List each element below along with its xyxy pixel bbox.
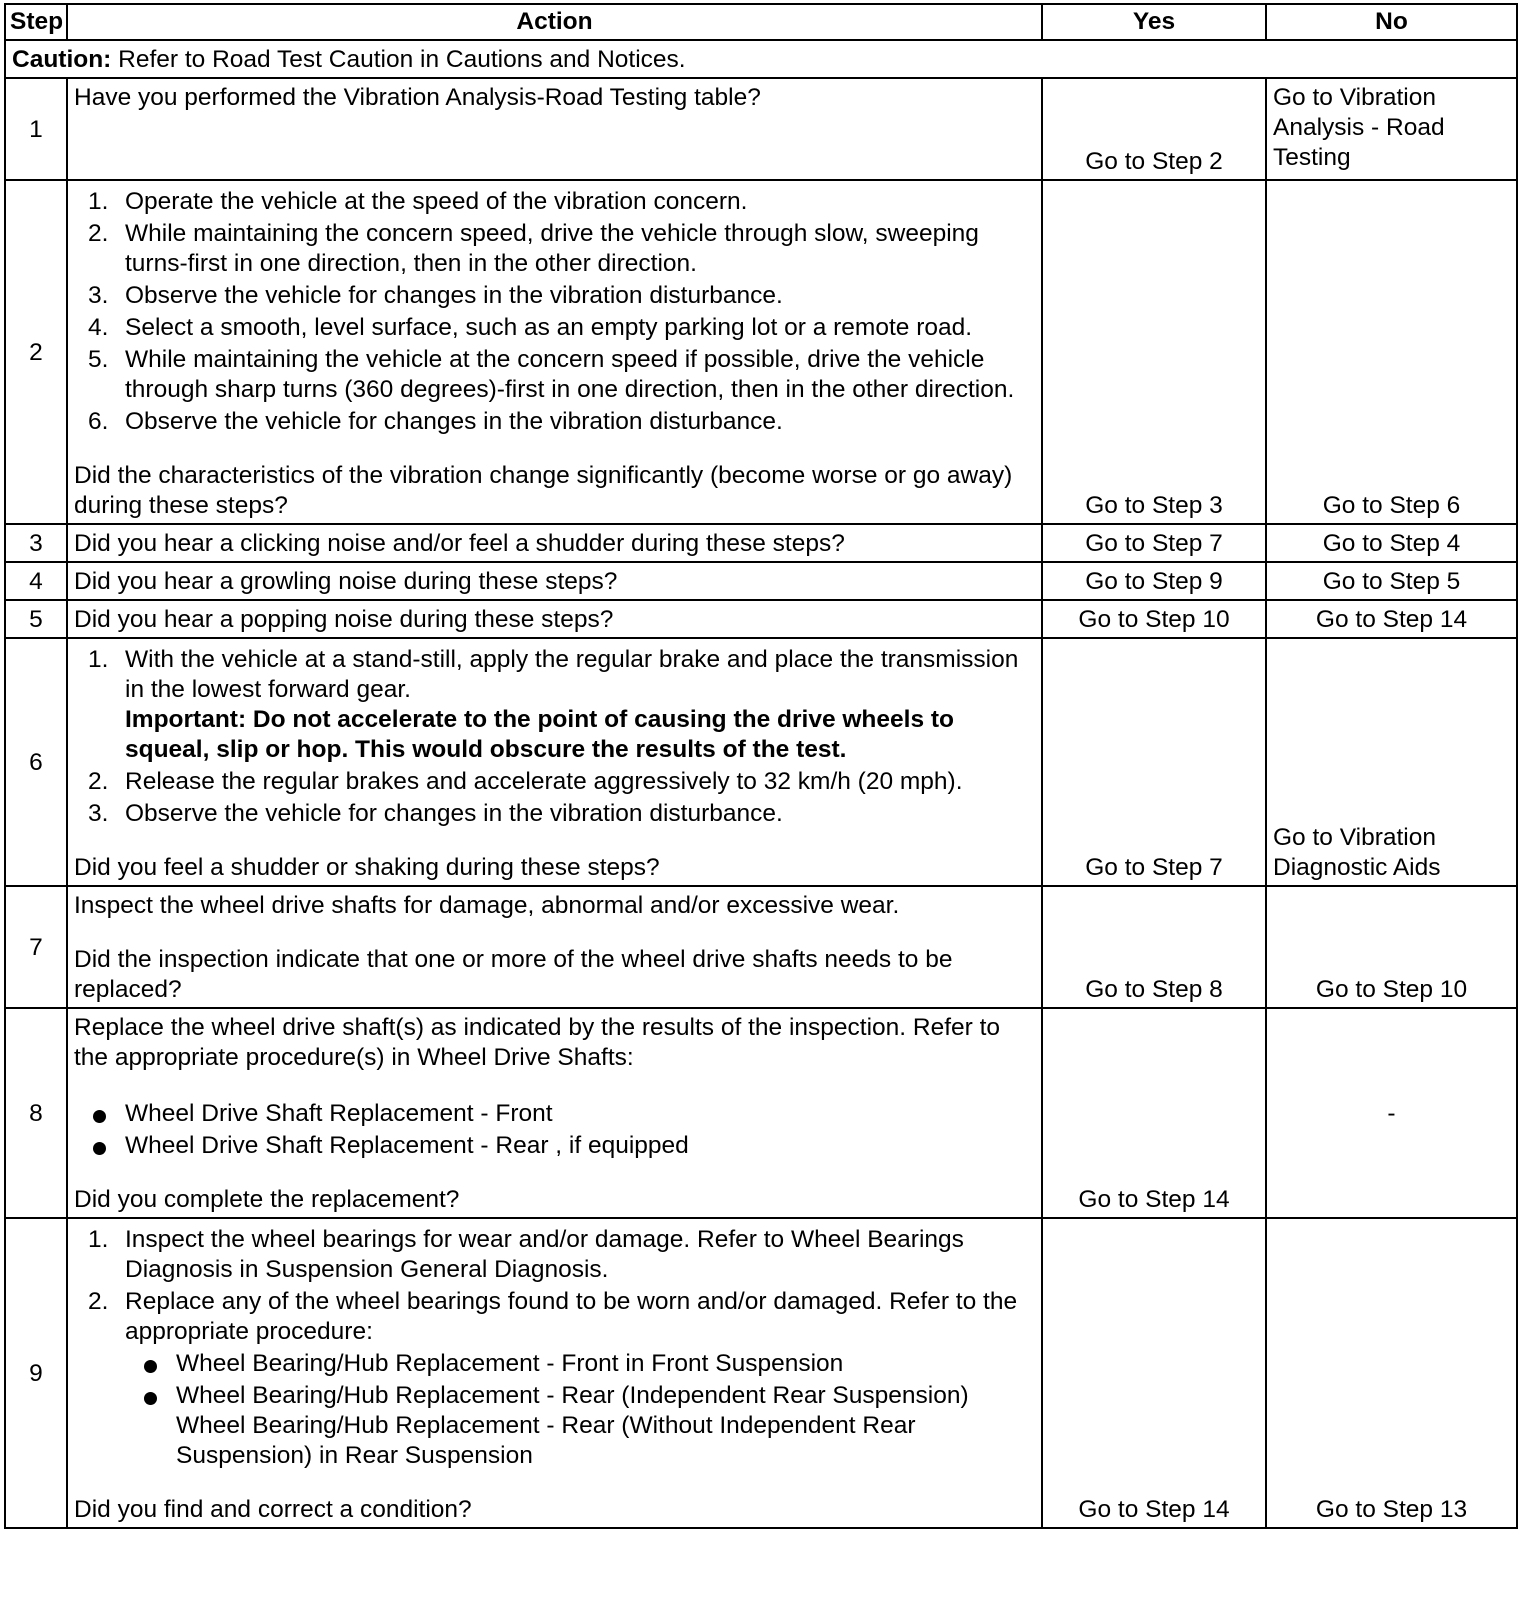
action-text: Replace the wheel drive shaft(s) as indicated by the results of the inspection. Refer to the appropriate procedure(s) in Wheel Drive Shafts:: [74, 1014, 1001, 1071]
list-item-text: Wheel Bearing/Hub Replacement - Rear (Independent Rear Suspension): [176, 1382, 969, 1409]
action-cell: [67, 638, 1042, 886]
yes-cell: Go to Step 10: [1042, 600, 1266, 638]
yes-cell: Go to Step 9: [1042, 562, 1266, 600]
table-row: [5, 1008, 1517, 1218]
no-cell: Go to Step 13: [1266, 1218, 1517, 1528]
step-number: 6: [5, 638, 67, 886]
action-question: Did you hear a clicking noise and/or feel a shudder during these steps?: [67, 524, 1042, 562]
action-question: Did you complete the replacement?: [74, 1186, 460, 1213]
list-item-text: Observe the vehicle for changes in the vibration disturbance.: [125, 800, 783, 827]
action-question: Did you hear a growling noise during these steps?: [67, 562, 1042, 600]
list-item: 2. Replace any of the wheel bearings found to be worn and/or damaged. Refer to the appropriate procedure: Wheel Bearing/Hub Replacement - Front in Front Suspension Wheel Bearing/Hub Replacement - Rear (Independent Rear Suspension) Wheel Bearing/Hub Replacement - Rear (Without Independent Rear Suspension) in Rear Suspension: [74, 1287, 1035, 1471]
action-question: Did you hear a popping noise during these steps?: [67, 600, 1042, 638]
list-item-text: Replace any of the wheel bearings found to be worn and/or damaged. Refer to the appropriate procedure:: [125, 1288, 1018, 1345]
action-steps: [74, 645, 1035, 829]
caution-text: Refer to Road Test Caution in Cautions and Notices.: [111, 46, 686, 73]
list-item: [125, 1349, 1035, 1379]
list-item-text: While maintaining the concern speed, drive the vehicle through slow, sweeping turns-first in one direction, then in the other direction.: [125, 220, 979, 277]
table-row: [5, 524, 1517, 562]
action-question: Did the inspection indicate that one or more of the wheel drive shafts needs to be replaced?: [74, 946, 953, 1003]
list-item: 3. Observe the vehicle for changes in the vibration disturbance.: [88, 282, 783, 309]
procedure-list: [125, 1349, 1035, 1471]
list-item: 2. Release the regular brakes and accelerate aggressively to 32 km/h (20 mph).: [88, 768, 963, 795]
yes-cell: Go to Step 2: [1042, 78, 1266, 180]
list-item: [74, 1131, 1035, 1161]
table-row: [5, 1218, 1517, 1528]
list-item: [74, 1099, 1035, 1129]
step-number: 7: [5, 886, 67, 1008]
action-question: Did you feel a shudder or shaking during these steps?: [74, 854, 660, 881]
step-number: 8: [5, 1008, 67, 1218]
procedure-list: [74, 1099, 1035, 1161]
caution-label: Caution:: [12, 46, 112, 73]
list-item: [125, 1381, 1035, 1471]
action-cell: [67, 180, 1042, 524]
table-row: [5, 78, 1517, 180]
yes-cell: Go to Step 14: [1042, 1008, 1266, 1218]
yes-cell: Go to Step 14: [1042, 1218, 1266, 1528]
no-cell: Go to Step 4: [1266, 524, 1517, 562]
action-question: Did the characteristics of the vibration change significantly (become worse or go away) during these steps?: [74, 462, 1013, 519]
no-cell: Go to Step 6: [1266, 180, 1517, 524]
header-step: Step: [5, 4, 67, 40]
list-item-text: Wheel Bearing/Hub Replacement - Rear (Without Independent Rear Suspension) in Rear Suspension: [176, 1412, 916, 1469]
no-cell: Go to Step 14: [1266, 600, 1517, 638]
table-row: [5, 886, 1517, 1008]
action-cell: [67, 1008, 1042, 1218]
yes-cell: Go to Step 8: [1042, 886, 1266, 1008]
no-cell: [1266, 78, 1517, 180]
yes-cell: Go to Step 7: [1042, 638, 1266, 886]
action-steps: [74, 1225, 1035, 1471]
list-item-text: Release the regular brakes and accelerate aggressively to 32 km/h (20 mph).: [125, 768, 963, 795]
list-item-text: Wheel Bearing/Hub Replacement - Front in Front Suspension: [176, 1350, 844, 1377]
header-no: No: [1266, 4, 1517, 40]
action-question: Have you performed the Vibration Analysis-Road Testing table?: [67, 78, 1042, 180]
step-number: 5: [5, 600, 67, 638]
list-item: 6. Observe the vehicle for changes in the vibration disturbance.: [88, 408, 783, 435]
step-number: 4: [5, 562, 67, 600]
no-cell: Go to Step 5: [1266, 562, 1517, 600]
list-item: 5. While maintaining the vehicle at the concern speed if possible, drive the vehicle through sharp turns (360 degrees)-first in one direction, then in the other direction.: [88, 346, 1015, 403]
list-item-text: Inspect the wheel bearings for wear and/or damage. Refer to Wheel Bearings Diagnosis in Suspension General Diagnosis.: [125, 1226, 964, 1283]
no-cell: [1266, 638, 1517, 886]
header-row: [5, 4, 1517, 40]
step-number: 1: [5, 78, 67, 180]
important-note: Important: Do not accelerate to the point of causing the drive wheels to squeal, slip or hop. This would obscure the results of the test.: [125, 706, 955, 763]
step-number: 3: [5, 524, 67, 562]
list-item-text: Observe the vehicle for changes in the vibration disturbance.: [125, 408, 783, 435]
list-item-text: Select a smooth, level surface, such as an empty parking lot or a remote road.: [125, 314, 973, 341]
caution-cell: [5, 40, 1517, 78]
action-question: Did you find and correct a condition?: [74, 1496, 472, 1523]
table-row: [5, 638, 1517, 886]
no-cell: Go to Step 10: [1266, 886, 1517, 1008]
table-row: [5, 600, 1517, 638]
list-item: 2. While maintaining the concern speed, drive the vehicle through slow, sweeping turns-first in one direction, then in the other direction.: [88, 220, 979, 277]
list-item: 3. Observe the vehicle for changes in the vibration disturbance.: [88, 800, 783, 827]
header-yes: Yes: [1042, 4, 1266, 40]
table-row: [5, 562, 1517, 600]
list-item: 1. With the vehicle at a stand-still, apply the regular brake and place the transmission in the lowest forward gear. Important: Do not accelerate to the point of causing the drive wheels to squeal, slip or hop. This would obscure the results of the test.: [88, 646, 1019, 763]
no-line: Go to Vibration: [1273, 84, 1436, 111]
step-number: 9: [5, 1218, 67, 1528]
step-number: 2: [5, 180, 67, 524]
caution-row: [5, 40, 1517, 78]
list-item: 1. Inspect the wheel bearings for wear and/or damage. Refer to Wheel Bearings Diagnosis in Suspension General Diagnosis.: [88, 1226, 964, 1283]
list-item-text: With the vehicle at a stand-still, apply the regular brake and place the transmission in the lowest forward gear.: [125, 646, 1019, 703]
list-item-text: Operate the vehicle at the speed of the vibration concern.: [125, 188, 748, 215]
yes-cell: Go to Step 7: [1042, 524, 1266, 562]
no-line: Testing: [1273, 144, 1351, 171]
list-item-text: Wheel Drive Shaft Replacement - Rear , if equipped: [125, 1132, 689, 1159]
list-item-text: Wheel Drive Shaft Replacement - Front: [125, 1100, 553, 1127]
no-line: Analysis - Road: [1273, 114, 1445, 141]
list-item-text: While maintaining the vehicle at the concern speed if possible, drive the vehicle through sharp turns (360 degrees)-first in one direction, then in the other direction.: [125, 346, 1015, 403]
header-action: Action: [67, 4, 1042, 40]
no-line: Go to Vibration: [1273, 824, 1436, 851]
action-cell: [67, 1218, 1042, 1528]
yes-cell: Go to Step 3: [1042, 180, 1266, 524]
no-line: Diagnostic Aids: [1273, 854, 1441, 881]
list-item: 1. Operate the vehicle at the speed of the vibration concern.: [88, 188, 748, 215]
no-cell: -: [1266, 1008, 1517, 1218]
action-text: Inspect the wheel drive shafts for damage, abnormal and/or excessive wear.: [74, 892, 900, 919]
list-item: 4. Select a smooth, level surface, such as an empty parking lot or a remote road.: [88, 314, 973, 341]
list-item-text: Observe the vehicle for changes in the vibration disturbance.: [125, 282, 783, 309]
action-steps: [74, 187, 1035, 437]
diagnostic-table: [4, 3, 1518, 1529]
table-row: [5, 180, 1517, 524]
action-cell: [67, 886, 1042, 1008]
